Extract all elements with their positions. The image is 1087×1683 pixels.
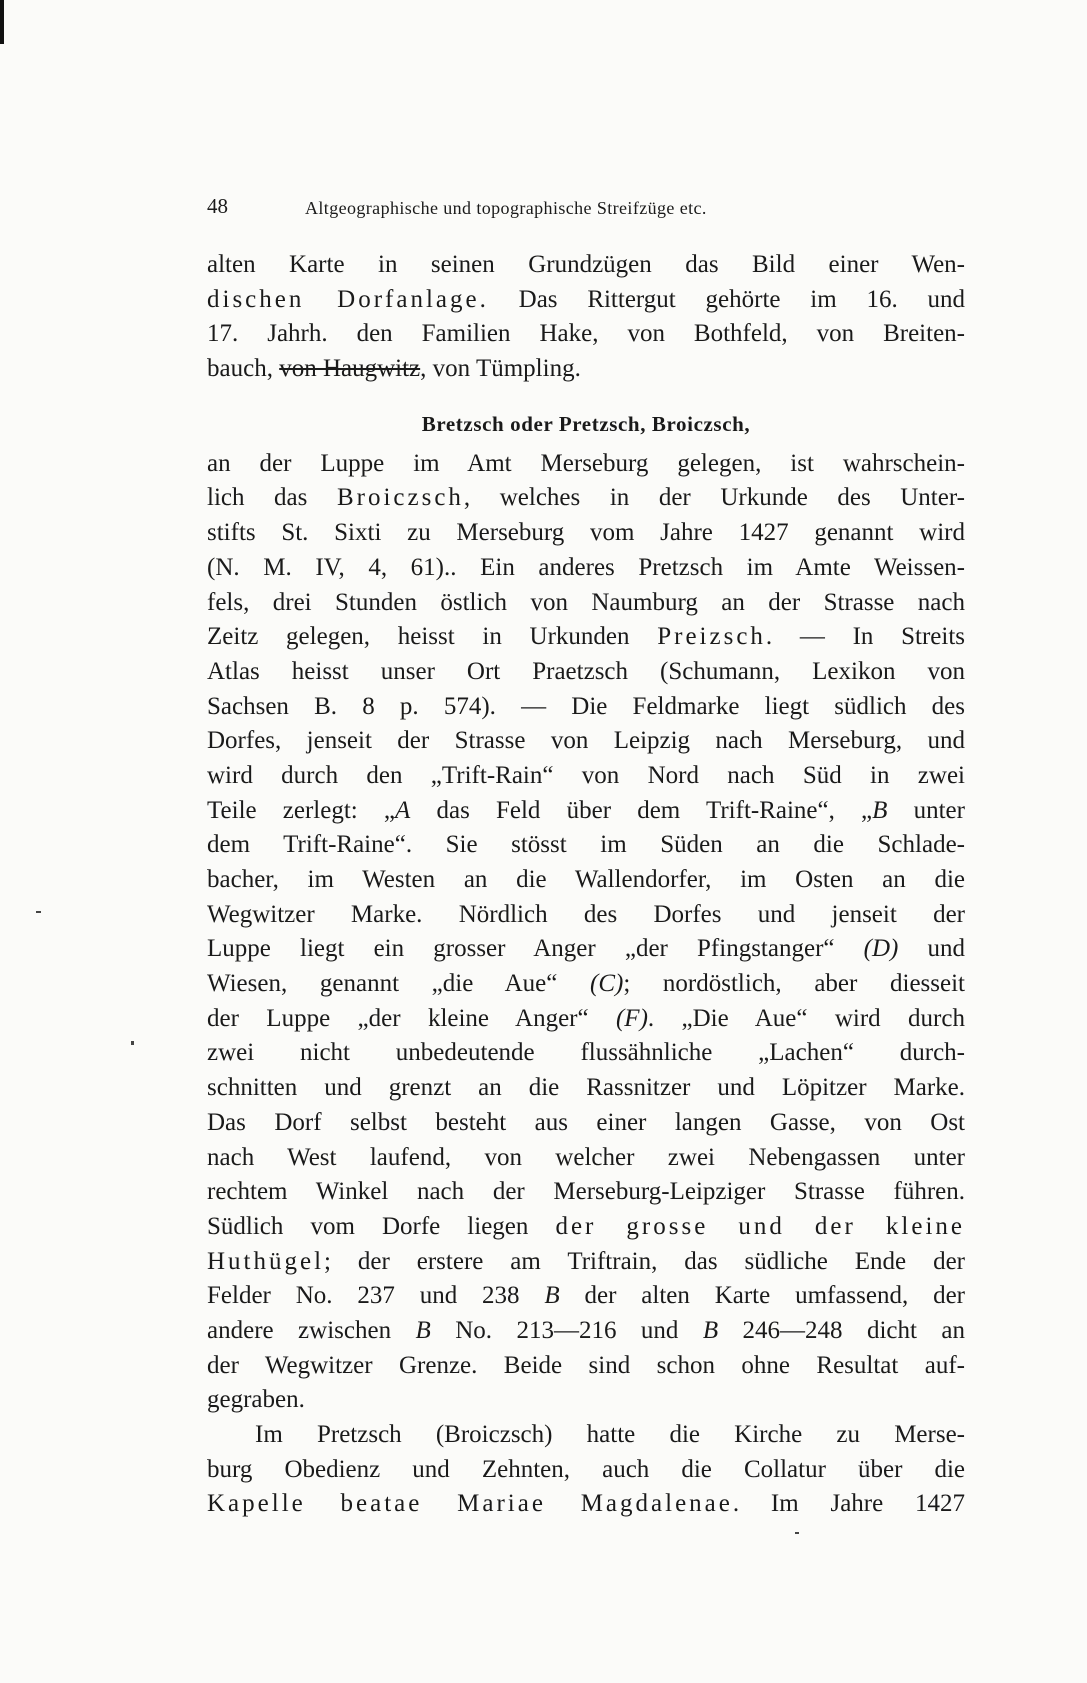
italic-letter: B: [544, 1282, 560, 1310]
text-segment: lich das: [207, 484, 337, 512]
text-line: nach West laufend, von welcher zwei Nebengassen unter: [207, 1143, 965, 1171]
text-segment: . — In Streits: [765, 623, 965, 651]
text-line: bacher, im Westen an die Wallendorfer, im Osten an die: [207, 866, 965, 893]
text-segment: der Luppe „der kleine Anger“: [207, 1004, 616, 1032]
text-line: [207, 1210, 965, 1245]
text-line: Dorfes, jenseit der Strasse von Leipzig nach Merseburg, und: [207, 727, 965, 755]
text-line: [207, 1314, 965, 1349]
text-line: Wegwitzer Marke. Nördlich des Dorfes und jenseit der: [207, 900, 965, 928]
spaced-text: Preizsch: [657, 623, 766, 651]
text-segment: . Im Jahre 1427: [732, 1490, 965, 1518]
text-segment: Felder No. 237 und 238: [207, 1282, 545, 1310]
text-line: [207, 352, 965, 387]
paragraph-2: [207, 447, 965, 1418]
italic-letter: (C): [590, 970, 624, 998]
text-line: dem Trift-Raine“. Sie stösst im Süden an die Schlade-: [207, 831, 965, 859]
text-line: Im Pretzsch (Broiczsch) hatte die Kirche zu Merse-: [255, 1421, 965, 1448]
text-line: 17. Jahrh. den Familien Hake, von Bothfeld, von Breiten-: [207, 320, 965, 348]
scan-speck: [795, 1532, 799, 1534]
text-line: alten Karte in seinen Grundzügen das Bild einer Wen-: [207, 251, 965, 278]
text-line: [207, 481, 965, 516]
text-segment: Teile zerlegt: „: [207, 796, 396, 824]
page-header: [207, 194, 967, 226]
italic-letter: B: [872, 796, 888, 824]
text-line: [207, 967, 965, 1002]
italic-letter: B: [702, 1316, 719, 1344]
text-segment: 246—248 dicht an: [718, 1316, 965, 1344]
spaced-text: Huthügel: [207, 1247, 325, 1275]
text-line: stifts St. Sixti zu Merseburg vom Jahre 1427 genannt wird: [207, 519, 965, 547]
text-segment: . „Die Aue“ wird durch: [647, 1004, 965, 1032]
text-line: [207, 1002, 965, 1037]
text-line: Sachsen B. 8 p. 574). — Die Feldmarke liegt südlich des: [207, 692, 965, 720]
text-line: an der Luppe im Amt Merseburg gelegen, ist wahrschein-: [207, 449, 965, 477]
text-line: wird durch den „Trift-Rain“ von Nord nach Süd in zwei: [207, 761, 965, 789]
text-line: rechtem Winkel nach der Merseburg-Leipziger Strasse führen.: [207, 1178, 965, 1206]
text-segment: Südlich vom Dorfe liegen: [207, 1212, 556, 1240]
text-segment: ; der erstere am Triftrain, das südliche Ende der: [324, 1247, 965, 1275]
text-line: zwei nicht unbedeutende flussähnliche „Lachen“ durch-: [207, 1039, 965, 1067]
text-line: [207, 1279, 965, 1314]
text-segment: ; nordöstlich, aber diesseit: [623, 970, 965, 998]
text-segment: Zeitz gelegen, heisst in Urkunden: [207, 623, 658, 651]
text-line: gegraben.: [207, 1386, 305, 1414]
text-line: [207, 283, 965, 318]
italic-letter: B: [415, 1316, 431, 1344]
text-line: [207, 620, 965, 655]
text-segment: und: [898, 935, 966, 963]
scan-speck: [131, 1041, 134, 1045]
text-segment: das Feld über dem Trift-Raine“, „: [410, 796, 873, 824]
text-line: [207, 932, 965, 967]
spaced-text: der grosse und der kleine: [555, 1212, 965, 1240]
text-segment: Das Rittergut gehörte im 16. und: [488, 285, 965, 313]
text-segment: Luppe liegt ein grosser Anger „der Pfingstanger“: [207, 935, 864, 963]
struck-text: von Haugwitz: [279, 355, 421, 383]
text-line: schnitten und grenzt an die Rassnitzer und Löpitzer Marke.: [207, 1074, 965, 1102]
text-line: fels, drei Stunden östlich von Naumburg an der Strasse nach: [207, 588, 965, 616]
running-title: Altgeographische und topographische Streifzüge etc.: [305, 198, 707, 218]
page-body: [207, 248, 965, 1522]
italic-letter: A: [395, 796, 411, 824]
paragraph-1: [207, 248, 965, 387]
text-line: der Wegwitzer Grenze. Beide sind schon ohne Resultat auf-: [207, 1351, 965, 1379]
text-segment: , welches in der Urkunde des Unter-: [463, 484, 965, 512]
text-segment: unter: [887, 796, 965, 824]
spaced-text: Broiczsch: [336, 484, 464, 512]
text-segment: bauch,: [207, 355, 280, 383]
text-line: Das Dorf selbst besteht aus einer langen Gasse, von Ost: [207, 1108, 965, 1136]
scan-edge-mark: [0, 0, 4, 44]
spaced-text: Kapelle beatae Mariae Magdalenae: [207, 1490, 733, 1518]
paragraph-3: [207, 1418, 965, 1522]
italic-letter: (F): [615, 1004, 648, 1032]
text-line: [207, 1487, 965, 1522]
text-line: burg Obedienz und Zehnten, auch die Collatur über die: [207, 1455, 965, 1483]
text-segment: andere zwischen: [207, 1316, 416, 1344]
italic-letter: (D): [863, 935, 899, 963]
page-number: 48: [207, 194, 228, 218]
text-line: [207, 1245, 965, 1280]
section-title: Bretzsch oder Pretzsch, Broiczsch,: [421, 411, 751, 436]
text-segment: der alten Karte umfassend, der: [559, 1282, 965, 1310]
text-line: (N. M. IV, 4, 61).. Ein anderes Pretzsch im Amte Weissen-: [207, 553, 965, 581]
scan-speck: [36, 911, 41, 913]
text-segment: Wiesen, genannt „die Aue“: [207, 970, 590, 998]
text-line: [207, 794, 965, 829]
text-line: Atlas heisst unser Ort Praetzsch (Schumann, Lexikon von: [207, 657, 965, 685]
text-segment: No. 213—216 und: [430, 1316, 703, 1344]
spaced-text: dischen Dorfanlage.: [207, 285, 489, 313]
text-segment: , von Tümpling.: [420, 355, 581, 383]
